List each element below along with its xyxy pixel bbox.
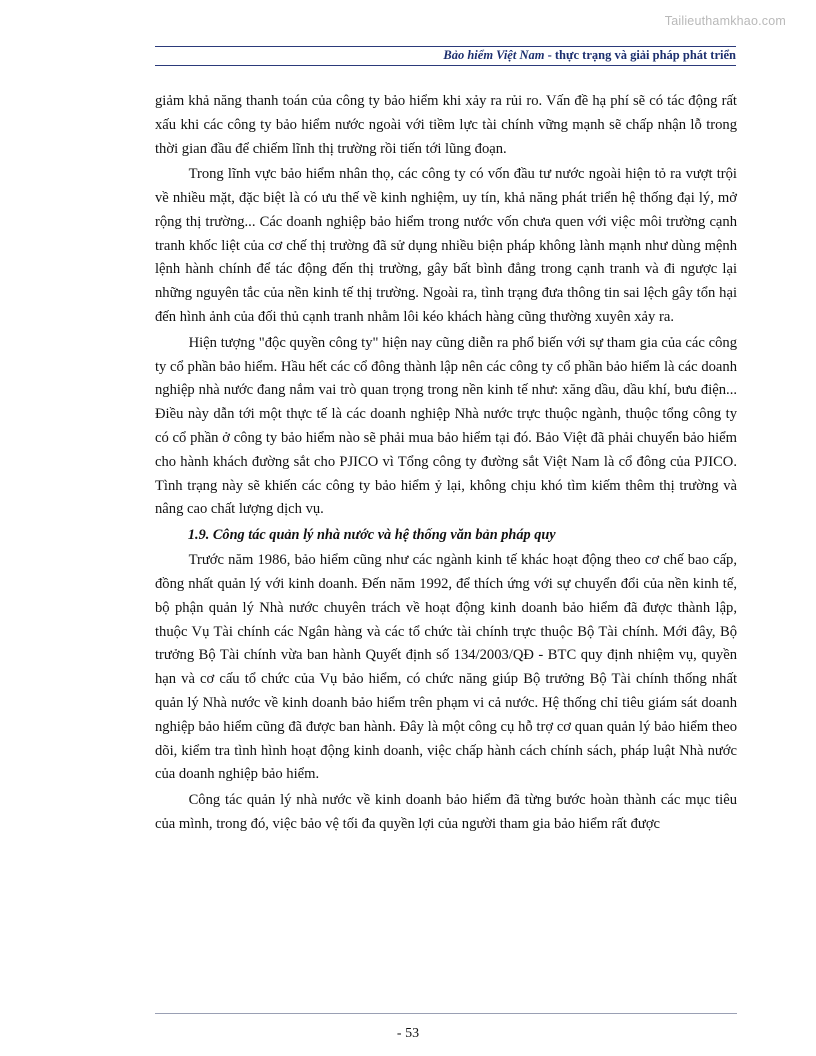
page-number: - 53 — [396, 1026, 420, 1041]
header-title-bold: Bảo hiểm Việt Nam — [443, 48, 545, 62]
footer-rule — [155, 1013, 737, 1014]
header-title — [155, 47, 736, 65]
site-watermark: Tailieuthamkhao.com — [664, 14, 786, 28]
paragraph: Công tác quản lý nhà nước về kinh doanh bảo hiểm đã từng bước hoàn thành các mục tiêu của mình, trong đó, việc bảo vệ tối đa quyền lợi của người tham gia bảo hiểm rất được — [155, 792, 737, 832]
page-body — [155, 90, 737, 839]
paragraph: Hiện tượng "độc quyền công ty" hiện nay cũng diễn ra phổ biến với sự tham gia của các công ty cổ phần bảo hiểm. Hầu hết các cổ đông thành lập nên các công ty cổ phần bảo hiểm là các doanh nghiệp nhà nước đang nắm vai trò quan trọng trong nền kinh tế như: xăng dầu, dầu khí, bưu điện... Điều này dẫn tới một thực tế là các doanh nghiệp Nhà nước trực thuộc ngành, thuộc tổng công ty có cổ phần ở công ty bảo hiểm nào sẽ phải mua bảo hiểm tại đó. Bảo Việt đã phải chuyển bảo hiểm cho hành khách đường sắt cho PJICO vì Tổng công ty đường sắt Việt Nam là cổ đông của PJICO. Tình trạng này sẽ khiến các công ty bảo hiểm ỷ lại, không chịu khó tìm kiếm thêm thị trường và nâng cao chất lượng dịch vụ. — [155, 334, 737, 518]
paragraph: giảm khả năng thanh toán của công ty bảo hiểm khi xảy ra rủi ro. Vấn đề hạ phí sẽ có tác động rất xấu khi các công ty bảo hiểm nước ngoài với tiềm lực tài chính vững mạnh sẽ chấp nhận lỗ trong thời gian đầu để chiếm lĩnh thị trường rồi tiến tới lũng đoạn. — [155, 93, 737, 157]
header-bottom-rule — [155, 65, 736, 66]
section-heading: 1.9. Công tác quản lý nhà nước và hệ thống văn bản pháp quy — [187, 527, 556, 544]
paragraph: Trong lĩnh vực bảo hiểm nhân thọ, các công ty có vốn đầu tư nước ngoài hiện tỏ ra vượt trội về nhiều mặt, đặc biệt là có ưu thế về kinh nghiệm, uy tín, khả năng phát triển hệ thống đại lý, mở rộng thị trường... Các doanh nghiệp bảo hiểm trong nước vốn chưa quen với việc môi trường cạnh tranh khốc liệt của cơ chế thị trường đã sử dụng nhiều biện pháp không lành mạnh như dùng mệnh lệnh hành chính để tác động đến thị trường, gây bất bình đẳng trong cạnh tranh và đi ngược lại những nguyên tắc của nền kinh tế thị trường. Ngoài ra, tình trạng đưa thông tin sai lệch gây tổn hại đến hình ảnh của đối thủ cạnh tranh nhằm lôi kéo khách hàng cũng thường xuyên xảy ra. — [155, 166, 737, 326]
page-header — [155, 46, 736, 66]
header-title-rest: - thực trạng và giải pháp phát triển — [544, 48, 736, 62]
paragraph: Trước năm 1986, bảo hiểm cũng như các ngành kinh tế khác hoạt động theo cơ chế bao cấp, đồng nhất quản lý với kinh doanh. Đến năm 1992, để thích ứng với sự chuyển đổi của nền kinh tế, bộ phận quản lý Nhà nước chuyên trách về hoạt động kinh doanh bảo hiểm đã được thành lập, thuộc Vụ Tài chính các Ngân hàng và các tổ chức tài chính trực thuộc Bộ Tài chính. Mới đây, Bộ trưởng Bộ Tài chính vừa ban hành Quyết định số 134/2003/QĐ - BTC quy định nhiệm vụ, quyền hạn và cơ cấu tổ chức của Vụ bảo hiểm, có chức năng giúp Bộ trưởng Bộ Tài chính thống nhất quản lý Nhà nước về kinh doanh bảo hiểm trên phạm vi cả nước. Hệ thống chỉ tiêu giám sát doanh nghiệp bảo hiểm cũng đã được ban hành. Đây là một công cụ hỗ trợ cơ quan quản lý bảo hiểm theo dõi, kiểm tra tình hình hoạt động kinh doanh, việc chấp hành cách chính sách, pháp luật Nhà nước của doanh nghiệp bảo hiểm. — [155, 552, 737, 783]
